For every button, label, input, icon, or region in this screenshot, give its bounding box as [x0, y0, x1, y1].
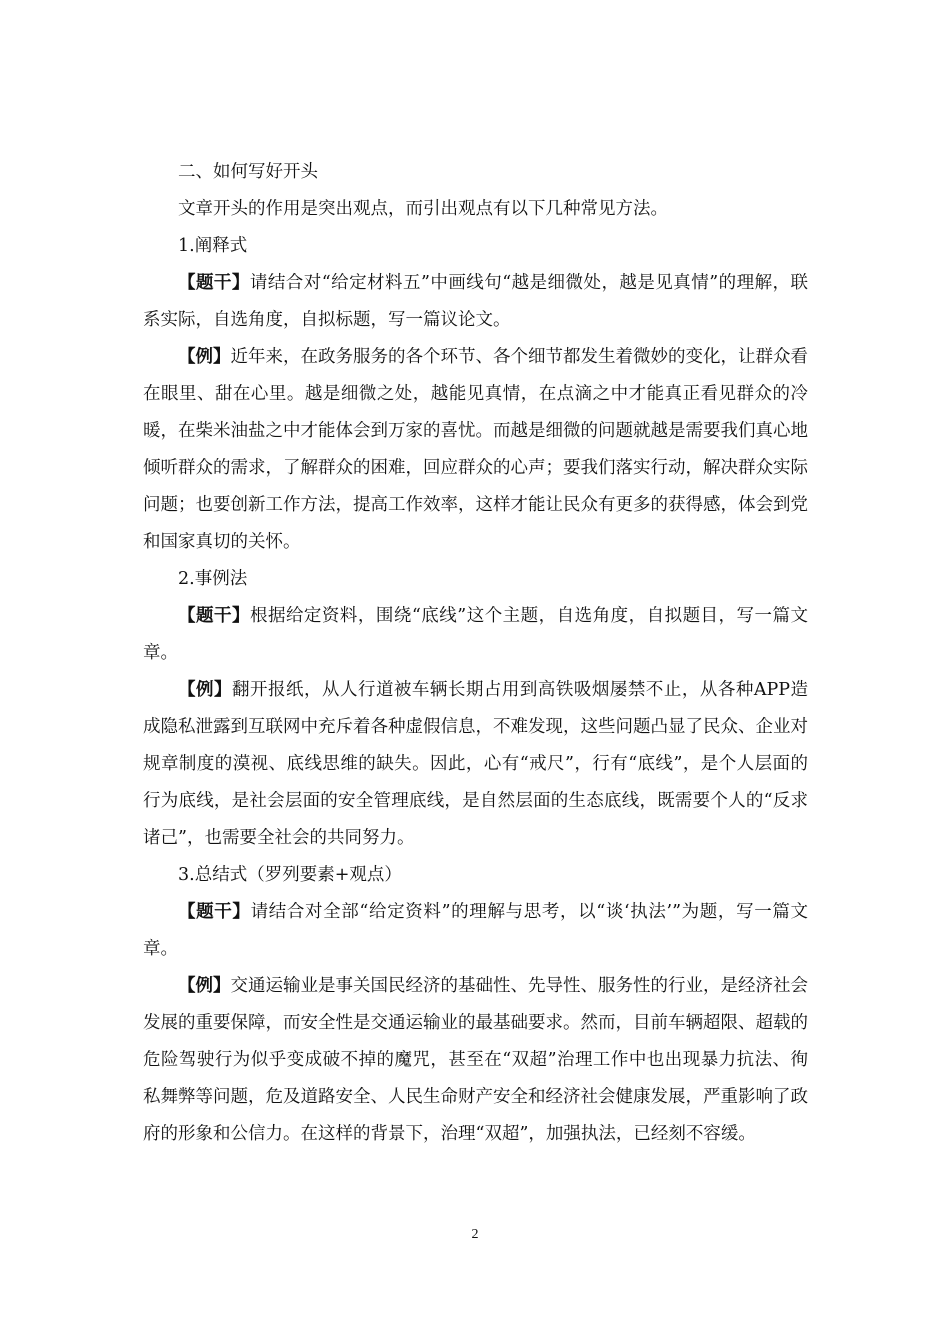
- question-text: 请结合对“给定材料五”中画线句“越是细微处，越是见真情”的理解，联系实际，自选角度，自拟标题，写一篇议论文。: [143, 273, 808, 330]
- example-paragraph: [143, 339, 808, 561]
- example-text: 近年来，在政务服务的各个环节、各个细节都发生着微妙的变化，让群众看在眼里、甜在心里。越是细微之处，越能见真情，在点滴之中才能真正看见群众的冷暖，在柴米油盐之中才能体会到万家的喜忧。而越是细微的问题就越是需要我们真心地倾听群众的需求，了解群众的困难，回应群众的心声；要我们落实行动，解决群众实际问题；也要创新工作方法，提高工作效率，这样才能让民众有更多的获得感，体会到党和国家真切的关怀。: [143, 347, 808, 552]
- intro-paragraph: 文章开头的作用是突出观点，而引出观点有以下几种常见方法。: [178, 199, 668, 219]
- method-heading: 3.总结式（罗列要素+观点）: [178, 865, 402, 885]
- page-number: 2: [471, 1227, 479, 1242]
- example-label: 【例】: [178, 347, 231, 367]
- question-label: 【题干】: [178, 902, 251, 922]
- question-label: 【题干】: [178, 273, 250, 293]
- example-label: 【例】: [178, 680, 232, 700]
- method-heading: 1.阐释式: [178, 236, 248, 256]
- question-paragraph: [143, 598, 808, 672]
- example-label: 【例】: [178, 976, 231, 996]
- method-heading: 2.事例法: [178, 569, 248, 589]
- question-text: 请结合对全部“给定资料”的理解与思考，以“谈‘执法’”为题，写一篇文章。: [143, 902, 809, 959]
- question-label: 【题干】: [178, 606, 250, 626]
- example-paragraph: [143, 968, 808, 1153]
- question-text: 根据给定资料，围绕“底线”这个主题，自选角度，自拟题目，写一篇文章。: [143, 606, 808, 663]
- question-paragraph: [143, 265, 808, 339]
- example-text: 翻开报纸，从人行道被车辆长期占用到高铁吸烟屡禁不止，从各种APP造成隐私泄露到互联网中充斥着各种虚假信息，不难发现，这些问题凸显了民众、企业对规章制度的漠视、底线思维的缺失。因此，心有“戒尺”，行有“底线”，是个人层面的行为底线，是社会层面的安全管理底线，是自然层面的生态底线，既需要个人的“反求诸己”，也需要全社会的共同努力。: [143, 680, 808, 848]
- section-title: 二、如何写好开头: [178, 162, 318, 182]
- page-body: [143, 154, 808, 1153]
- example-paragraph: [143, 672, 808, 857]
- example-text: 交通运输业是事关国民经济的基础性、先导性、服务性的行业，是经济社会发展的重要保障，而安全性是交通运输业的最基础要求。然而，目前车辆超限、超载的危险驾驶行为似乎变成破不掉的魔咒，甚至在“双超”治理工作中也出现暴力抗法、徇私舞弊等问题，危及道路安全、人民生命财产安全和经济社会健康发展，严重影响了政府的形象和公信力。在这样的背景下，治理“双超”，加强执法，已经刻不容缓。: [143, 976, 808, 1144]
- question-paragraph: [143, 894, 808, 968]
